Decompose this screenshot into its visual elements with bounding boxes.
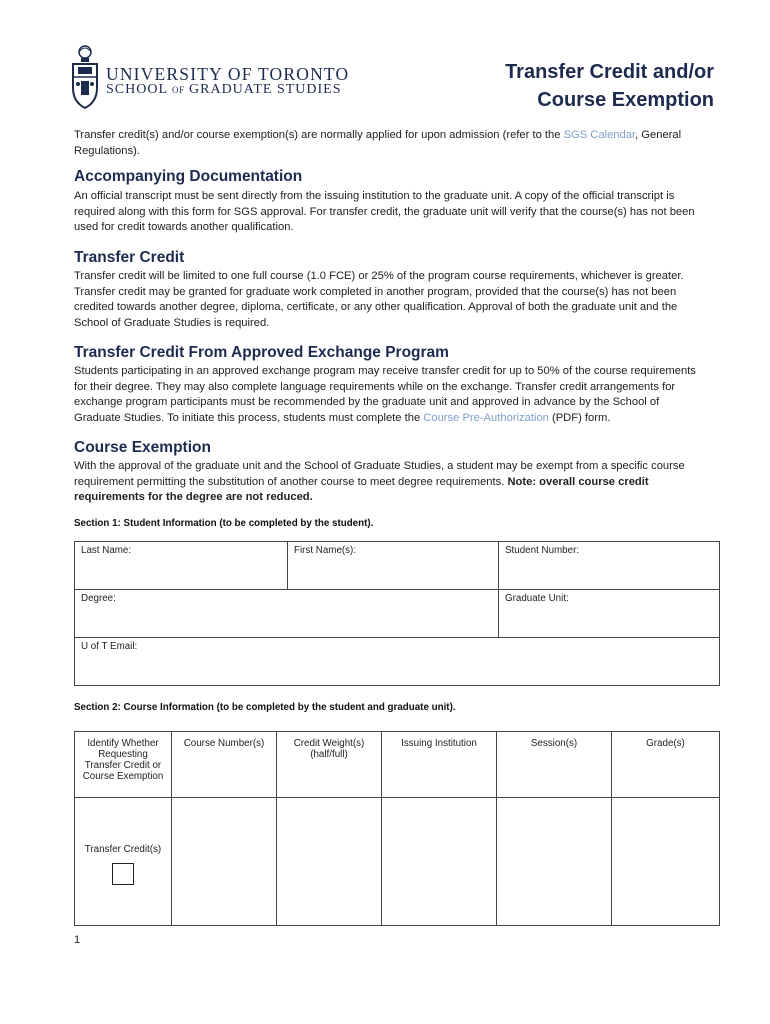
section2-title: Section 2: Course Information (to be completed by the student and graduate unit). (74, 702, 456, 713)
accompanying-heading: Accompanying Documentation (74, 168, 303, 185)
university-name: UNIVERSITY OF TORONTO (106, 64, 350, 84)
university-logo (70, 44, 350, 112)
column-header: Session(s) (497, 732, 612, 798)
transfer-credit-label: Transfer Credit(s) (84, 844, 162, 855)
email-field[interactable]: U of T Email: (75, 638, 720, 686)
grade-cell[interactable] (612, 798, 720, 926)
first-names-field[interactable]: First Name(s): (288, 542, 499, 590)
sgs-calendar-link[interactable]: SGS Calendar (563, 129, 636, 141)
last-name-field[interactable]: Last Name: (75, 542, 288, 590)
transfer-text: Transfer credit will be limited to one full course (1.0 FCE) or 25% of the program course requirements, whichever is greater. Transfer credit may be granted for graduate work completed in another program, provided that the course(s) has not been credited towards another degree, diploma, certificate, or any other qualification. Approval of both the graduate unit and the School of Graduate Studies is required. (74, 270, 684, 329)
column-header: Credit Weight(s) (half/full) (277, 732, 382, 798)
exemption-note: Note: overall course credit requirements for the degree are not reduced. (74, 475, 649, 504)
transfer-heading: Transfer Credit (74, 249, 185, 266)
exchange-heading: Transfer Credit From Approved Exchange Program (74, 344, 449, 361)
student-info-table (74, 541, 720, 686)
course-preauthorization-link[interactable]: Course Pre-Authorization (423, 411, 549, 424)
column-header: Identify Whether Requesting Transfer Credit or Course Exemption (75, 732, 172, 798)
accompanying-text: An official transcript must be sent directly from the issuing institution to the graduate unit. A copy of the official transcript is required along with this form for SGS approval. For transfer credit, the graduate unit will verify that the course(s) has not been used for credit towards another qualification. (74, 190, 695, 234)
page-title: Transfer Credit and/or Course Exemption (505, 61, 714, 111)
school-name: SCHOOL OF GRADUATE STUDIES (106, 82, 342, 97)
course-number-cell[interactable] (172, 798, 277, 926)
transfer-credit-option (75, 798, 172, 926)
table-row (75, 798, 720, 926)
exemption-text: With the approval of the graduate unit and the School of Graduate Studies, a student may be exempt from a specific course requirement permitting the substitution of another course to meet degree requirements. Note: overall course credit requirements for the degree are not reduced. (74, 460, 685, 504)
session-cell[interactable] (497, 798, 612, 926)
degree-field[interactable]: Degree: (75, 590, 499, 638)
table-header-row (75, 732, 720, 798)
column-header: Grade(s) (612, 732, 720, 798)
section1-title: Section 1: Student Information (to be completed by the student). (74, 518, 374, 529)
page-number: 1 (74, 934, 81, 946)
column-header: Issuing Institution (382, 732, 497, 798)
credit-weight-cell[interactable] (277, 798, 382, 926)
graduate-unit-field[interactable]: Graduate Unit: (499, 590, 720, 638)
transfer-credit-checkbox[interactable] (112, 863, 134, 885)
exchange-text: Students participating in an approved exchange program may receive transfer credit for up to 50% of the course requirements for their degree. They may also complete language requirements while on the exchange. Transfer credit arrangements for exchange program participants must be recommended by the graduate unit and approved in advance by the School of Graduate Studies. To initiate this process, students must complete the Course Pre-Authorization (PDF) form. (74, 365, 696, 424)
student-number-field[interactable]: Student Number: (499, 542, 720, 590)
column-header: Course Number(s) (172, 732, 277, 798)
exemption-heading: Course Exemption (74, 439, 211, 456)
intro-text: Transfer credit(s) and/or course exemption(s) are normally applied for upon admission (refer to the SGS Calendar, General Regulations). (74, 129, 682, 157)
course-info-table (74, 731, 720, 926)
crest-icon (70, 44, 100, 110)
issuing-institution-cell[interactable] (382, 798, 497, 926)
